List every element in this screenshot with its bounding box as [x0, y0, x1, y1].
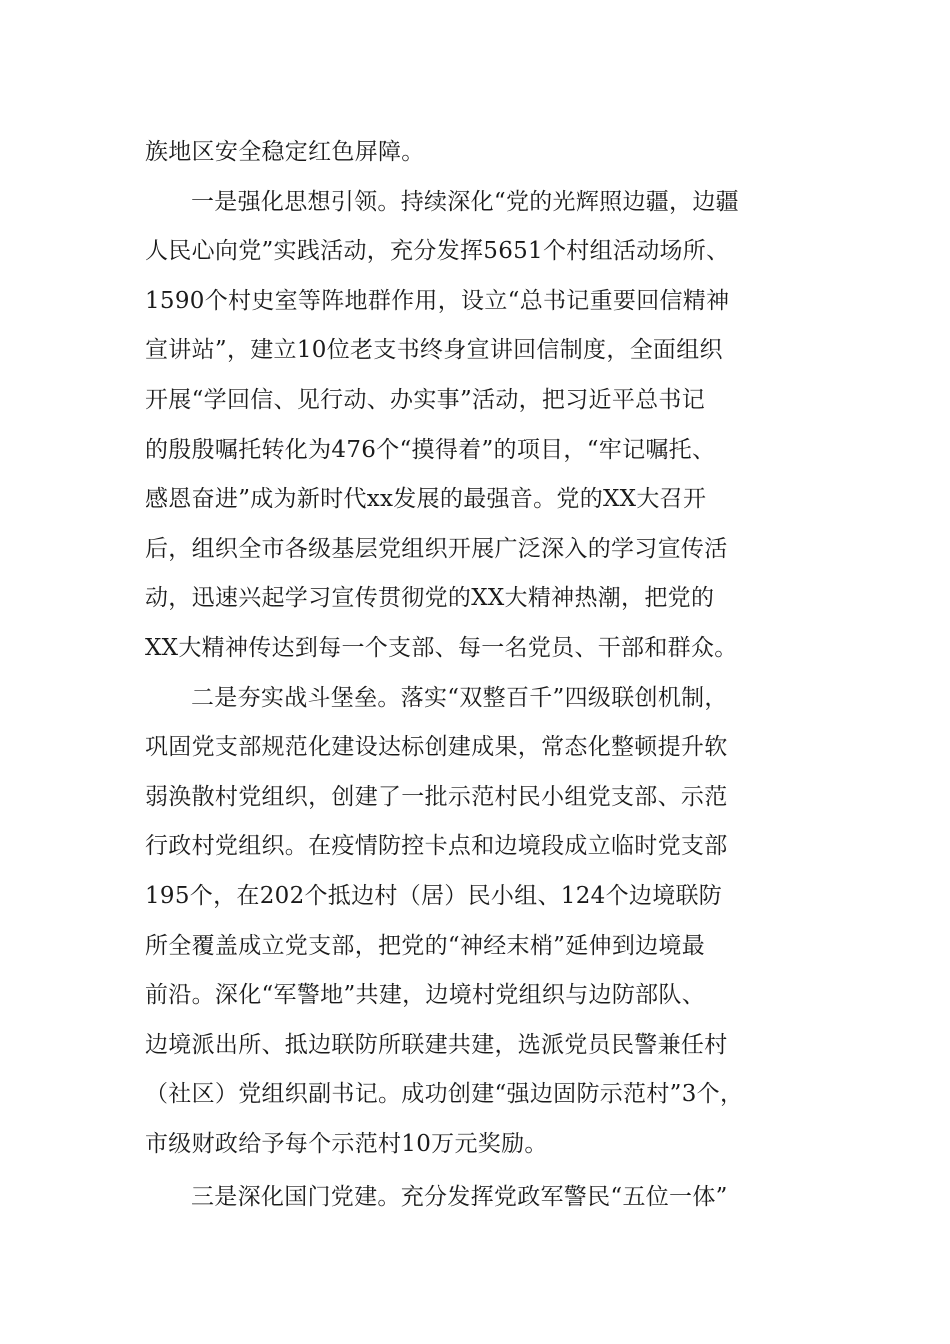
text-line: XX大精神传达到每一个支部、每一名党员、干部和群众。	[145, 634, 738, 661]
text-line: 行政村党组织。在疫情防控卡点和边境段成立临时党支部	[145, 833, 728, 860]
text-line: 前沿。深化“军警地”共建，边境村党组织与边防部队、	[145, 982, 706, 1009]
document-body	[145, 128, 835, 1223]
text-line: 的殷殷嘱托转化为476个“摸得着”的项目，“牢记嘱托、	[145, 436, 716, 463]
text-line: 动，迅速兴起学习宣传贯彻党的XX大精神热潮，把党的	[145, 585, 715, 612]
text-line: 后，组织全市各级基层党组织开展广泛深入的学习宣传活	[145, 535, 728, 562]
text-line: 1590个村史室等阵地群作用，设立“总书记重要回信精神	[145, 287, 730, 314]
text-line: 感恩奋进”成为新时代xx发展的最强音。党的XX大召开	[145, 486, 707, 513]
paragraph-heading-line: 三是深化国门党建。充分发挥党政军警民“五位一体”	[191, 1184, 728, 1211]
text-line: 开展“学回信、见行动、办实事”活动，把习近平总书记	[145, 386, 706, 413]
text-line: （社区）党组织副书记。成功创建“强边固防示范村”3个，	[145, 1081, 744, 1108]
text-line: 边境派出所、抵边联防所联建共建，选派党员民警兼任村	[145, 1031, 728, 1058]
paragraph-heading-line: 二是夯实战斗堡垒。落实“双整百千”四级联创机制，	[191, 684, 728, 711]
text-line: 市级财政给予每个示范村10万元奖励。	[145, 1130, 548, 1157]
text-line: 弱涣散村党组织，创建了一批示范村民小组党支部、示范	[145, 783, 728, 810]
text-line: 人民心向党”实践活动，充分发挥5651个村组活动场所、	[145, 238, 730, 265]
text-line: 所全覆盖成立党支部，把党的“神经末梢”延伸到边境最	[145, 932, 706, 959]
text-line: 巩固党支部规范化建设达标创建成果，常态化整顿提升软	[145, 734, 728, 761]
text-line: 195个，在202个抵边村（居）民小组、124个边境联防	[145, 882, 723, 909]
text-line: 族地区安全稳定红色屏障。	[145, 139, 425, 165]
paragraph-heading-line: 一是强化思想引领。持续深化“党的光辉照边疆，边疆	[191, 188, 739, 215]
text-line: 宣讲站”，建立10位老支书终身宣讲回信制度，全面组织	[145, 337, 723, 364]
